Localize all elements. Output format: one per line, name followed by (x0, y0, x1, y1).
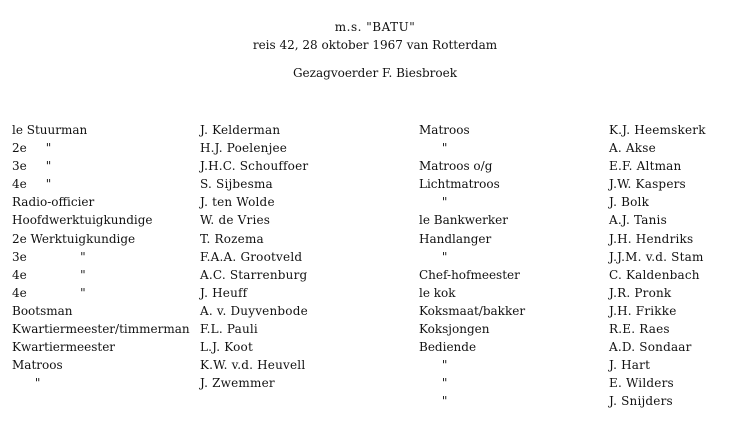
role: Matroos (12, 358, 63, 373)
crew-name: A.D. Sondaar (609, 340, 692, 355)
crew-name: J. Zwemmer (200, 376, 275, 391)
role: 3e " (12, 249, 86, 264)
left-names-column (200, 121, 415, 392)
crew-name: A. Akse (609, 141, 656, 156)
crew-name: T. Rozema (200, 231, 264, 246)
crew-name: C. Kaldenbach (609, 267, 700, 282)
role: " (419, 394, 448, 409)
crew-name: L.J. Koot (200, 340, 254, 355)
role: Matroos o/g (419, 159, 493, 174)
crew-name: H.J. Poelenjee (200, 141, 288, 156)
role: 4e " (12, 177, 52, 192)
role: Handlanger (419, 231, 492, 246)
role: Lichtmatroos (419, 177, 500, 192)
right-roles-column (419, 121, 607, 411)
role: le Stuurman (12, 123, 88, 137)
role: Koksjongen (419, 322, 490, 337)
role: 4e " (12, 267, 86, 282)
crew-name: J.R. Pronk (609, 285, 672, 300)
crew-name: J.W. Kaspers (609, 177, 686, 192)
role: Matroos (419, 123, 470, 137)
crew-name: A. v. Duyvenbode (200, 303, 308, 318)
role: Bootsman (12, 303, 73, 318)
role: Radio-officier (12, 195, 95, 210)
ship-title: m.s. "BATU" (334, 20, 416, 34)
role: 4e " (12, 285, 86, 300)
crew-name: J.J.M. v.d. Stam (609, 249, 704, 264)
crew-name: J. ten Wolde (200, 195, 275, 210)
role: Kwartiermeester/timmerman (12, 322, 190, 337)
role: le Bankwerker (419, 213, 508, 228)
role: Hoofdwerktuigkundige (12, 213, 153, 228)
role: " (419, 358, 448, 373)
crew-name: E. Wilders (609, 376, 674, 391)
crew-name: J. Heuff (200, 285, 248, 300)
crew-name: J.H. Hendriks (609, 231, 694, 246)
crew-name: R.E. Raes (609, 322, 670, 337)
role: Koksmaat/bakker (419, 303, 526, 318)
role: 3e " (12, 159, 52, 174)
crew-name: W. de Vries (200, 213, 271, 228)
role: Chef-hofmeester (419, 267, 520, 282)
crew-name: J.H. Frikke (609, 303, 677, 318)
role: le kok (419, 285, 456, 300)
role: " (419, 141, 448, 156)
role: 2e " (12, 141, 52, 156)
role: " (419, 249, 448, 264)
role: Kwartiermeester (12, 340, 116, 355)
crew-name: K.W. v.d. Heuvell (200, 358, 306, 373)
crew-name: A.J. Tanis (609, 213, 667, 228)
crew-name: K.J. Heemskerk (609, 123, 706, 137)
role: Bediende (419, 340, 477, 355)
right-names-column (609, 121, 749, 411)
crew-name: J. Bolk (609, 195, 650, 210)
captain-line: Gezagvoerder F. Biesbroek (292, 66, 458, 80)
crew-name: E.F. Altman (609, 159, 682, 174)
crew-name: J. Snijders (609, 394, 673, 409)
crew-name: F.L. Pauli (200, 322, 258, 337)
role: 2e Werktuigkundige (12, 231, 136, 246)
left-roles-column (12, 121, 200, 392)
crew-name: J. Hart (609, 358, 651, 373)
voyage-line: reis 42, 28 oktober 1967 van Rotterdam (252, 38, 498, 52)
role: " (419, 376, 448, 391)
role: " (12, 376, 41, 391)
role: " (419, 195, 448, 210)
crew-name: J.H.C. Schouffoer (200, 159, 309, 174)
crew-name: J. Kelderman (200, 123, 281, 137)
crew-name: A.C. Starrenburg (200, 267, 308, 282)
crew-name: S. Sijbesma (200, 177, 273, 192)
crew-name: F.A.A. Grootveld (200, 249, 303, 264)
